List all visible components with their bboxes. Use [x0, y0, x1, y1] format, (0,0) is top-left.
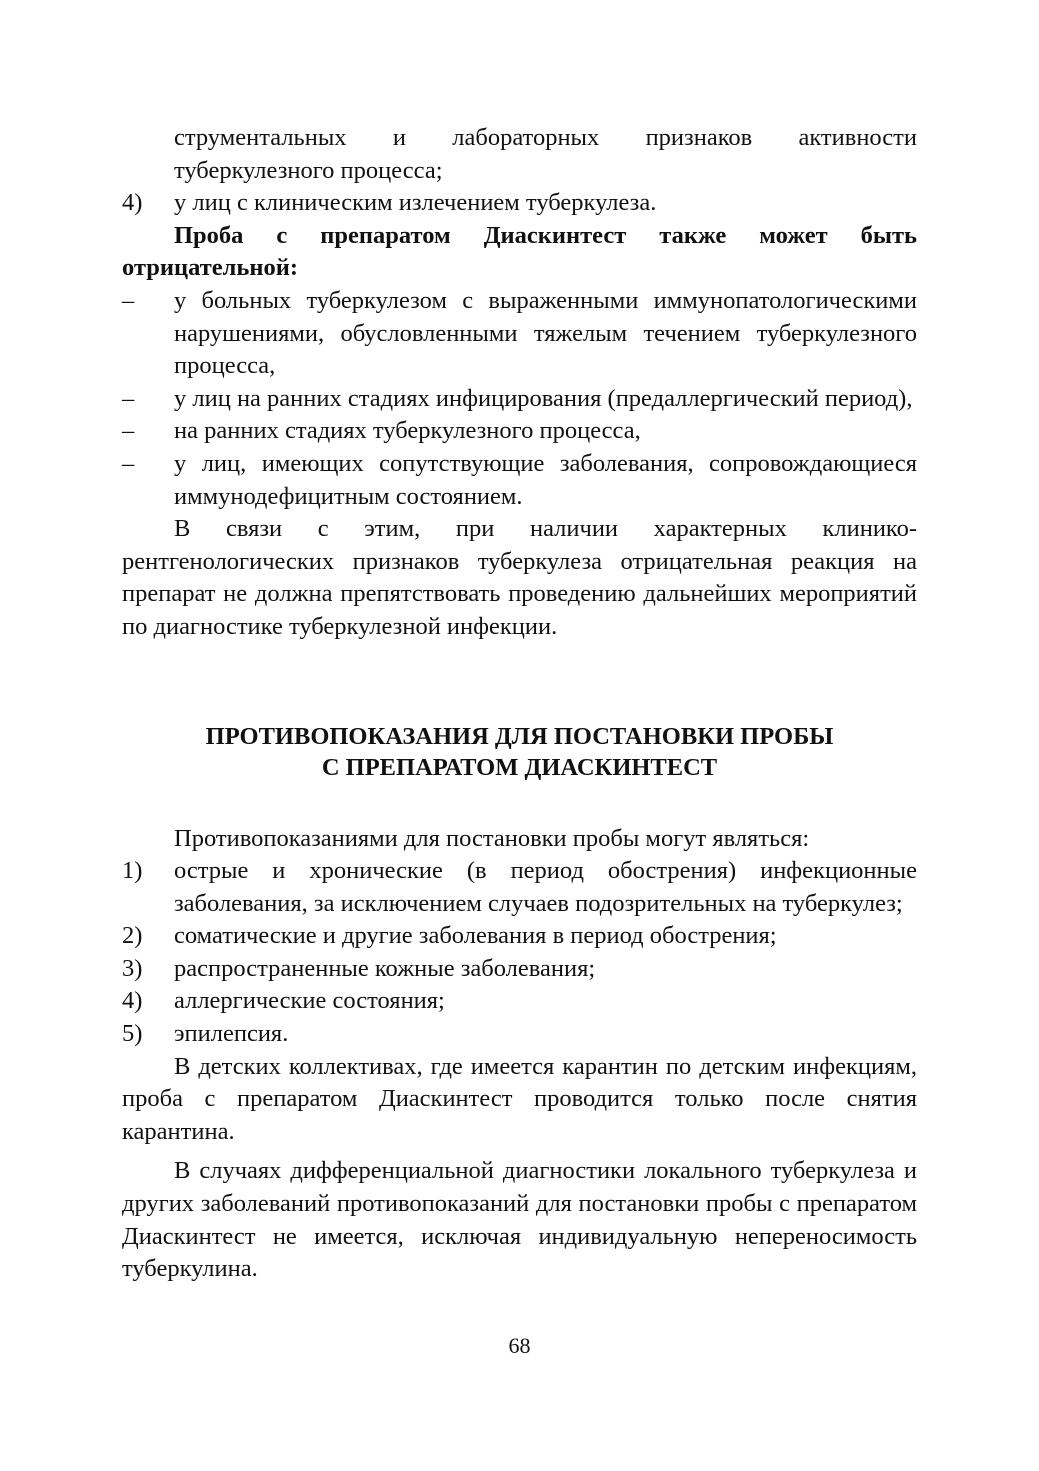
quarantine-paragraph: В детских коллективах, где имеется карантин по детским инфекциям, проба с препаратом Диаскинтест проводится только после снятия карантина.	[122, 1052, 917, 1145]
top-list	[122, 187, 917, 220]
negative-lead: Проба с препаратом Диаскинтест также может быть отрицательной:	[122, 221, 917, 282]
dash-marker: –	[122, 286, 135, 314]
list-item-text: эпилепсия.	[174, 1020, 289, 1048]
list-item	[122, 448, 917, 513]
list-marker: 5)	[122, 1020, 143, 1048]
contraindications-list	[122, 855, 917, 1051]
list-item	[122, 920, 917, 953]
list-item	[122, 383, 917, 416]
list-item-text: у лиц на ранних стадиях инфицирования (предаллергический период),	[174, 384, 913, 412]
list-item-text: на ранних стадиях туберкулезного процесса,	[174, 417, 641, 445]
list-marker: 2)	[122, 922, 143, 950]
dash-marker: –	[122, 384, 135, 412]
list-item	[122, 285, 917, 383]
negative-list	[122, 285, 917, 513]
list-item	[122, 415, 917, 448]
list-marker: 4)	[122, 987, 143, 1015]
section-heading	[122, 721, 917, 783]
list-item	[122, 187, 917, 220]
list-item-text: соматические и другие заболевания в период обострения;	[174, 922, 777, 950]
list-item-text: распространенные кожные заболевания;	[174, 954, 596, 982]
list-item-text: у лиц, имеющих сопутствующие заболевания, сопровождающиеся иммунодефицитным состоянием.	[174, 449, 917, 510]
list-item	[122, 1018, 917, 1051]
continuation-text: струментальных и лабораторных признаков активности туберкулезного процесса;	[174, 124, 917, 184]
section-heading-line: С ПРЕПАРАТОМ ДИАСКИНТЕСТ	[321, 753, 718, 781]
dash-marker: –	[122, 449, 135, 477]
list-marker: 3)	[122, 954, 143, 982]
dash-marker: –	[122, 417, 135, 445]
list-item	[122, 953, 917, 986]
list-item	[122, 985, 917, 1018]
page-number: 68	[508, 1333, 531, 1358]
negative-conclusion: В связи с этим, при наличии характерных клинико-рентгенологических признаков туберкулеза отрицательная реакция на препарат не должна препятствовать проведению дальнейших мероприятий по диагностике туберкулезной инфекции.	[122, 515, 917, 640]
page-body	[122, 122, 917, 1286]
list-item-text: у больных туберкулезом с выраженными иммунопатологическими нарушениями, обусловленными тяжелым течением туберкулезного процесса,	[174, 286, 917, 380]
list-item-text: у лиц с клиническим излечением туберкулеза.	[174, 189, 657, 217]
list-item-text: острые и хронические (в период обострения) инфекционные заболевания, за исключением случаев подозрительных на туберкулез;	[174, 857, 917, 917]
differential-paragraph: В случаях дифференциальной диагностики локального туберкулеза и других заболеваний противопоказаний для постановки пробы с препаратом Диаскинтест не имеется, исключая индивидуальную непереносимость туберкулина.	[122, 1157, 917, 1283]
section-heading-line: ПРОТИВОПОКАЗАНИЯ ДЛЯ ПОСТАНОВКИ ПРОБЫ	[205, 722, 834, 750]
section-intro: Противопоказаниями для постановки пробы могут являться:	[174, 824, 810, 852]
list-marker: 4)	[122, 189, 143, 217]
list-item-text: аллергические состояния;	[174, 987, 445, 1015]
list-marker: 1)	[122, 857, 143, 885]
list-item	[122, 855, 917, 920]
